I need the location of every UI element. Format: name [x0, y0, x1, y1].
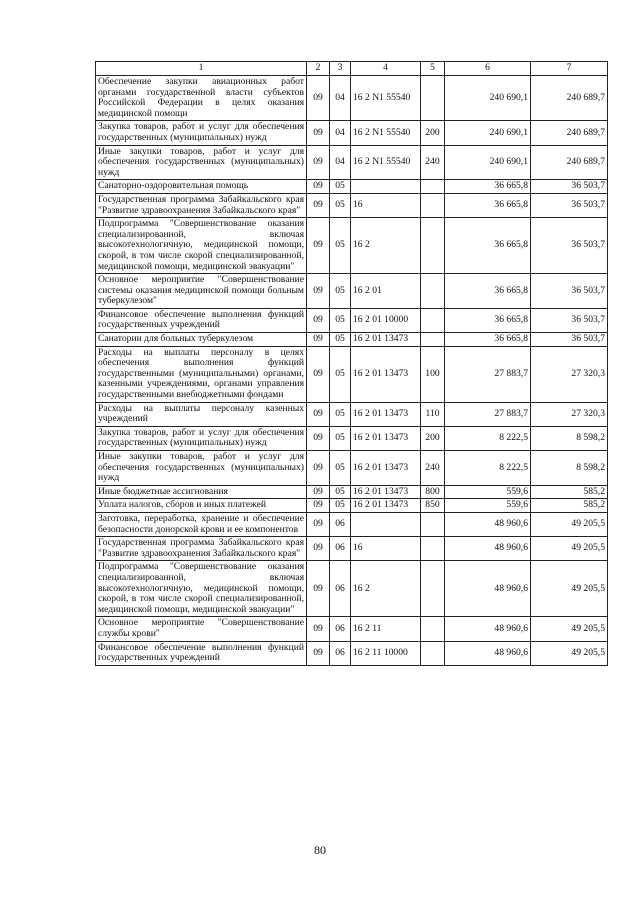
- table-row: [96, 617, 608, 641]
- header-cell: 1: [96, 62, 307, 76]
- subsection-cell: 04: [330, 76, 351, 121]
- section-cell: 09: [307, 218, 330, 274]
- amount-col7-cell: 8 598,2: [531, 451, 608, 486]
- amount-col7-cell: 240 689,7: [531, 145, 608, 180]
- subsection-cell: 05: [330, 426, 351, 450]
- header-cell: 6: [445, 62, 531, 76]
- amount-col6-cell: 48 960,6: [445, 537, 531, 561]
- subsection-cell: 05: [330, 193, 351, 217]
- expense-type-cell: [421, 308, 445, 332]
- subsection-cell: 05: [330, 218, 351, 274]
- row-name-cell: Основное мероприятие "Совершенствование системы оказания медицинской помощи больным туберкулезом": [96, 274, 307, 309]
- amount-col7-cell: 8 598,2: [531, 426, 608, 450]
- expense-type-cell: [421, 218, 445, 274]
- expense-type-cell: 200: [421, 426, 445, 450]
- section-cell: 09: [307, 402, 330, 426]
- subsection-cell: 06: [330, 561, 351, 617]
- expense-type-cell: 100: [421, 346, 445, 402]
- target-article-cell: 16 2 01 13473: [351, 426, 421, 450]
- amount-col7-cell: 49 205,5: [531, 512, 608, 536]
- header-cell: 5: [421, 62, 445, 76]
- target-article-cell: 16 2 01 10000: [351, 308, 421, 332]
- amount-col7-cell: 36 503,7: [531, 333, 608, 347]
- amount-col6-cell: 240 690,1: [445, 145, 531, 180]
- target-article-cell: 16 2 N1 55540: [351, 76, 421, 121]
- subsection-cell: 06: [330, 512, 351, 536]
- section-cell: 09: [307, 121, 330, 145]
- amount-col6-cell: 36 665,8: [445, 274, 531, 309]
- expense-type-cell: 110: [421, 402, 445, 426]
- target-article-cell: 16 2: [351, 561, 421, 617]
- target-article-cell: 16 2 N1 55540: [351, 121, 421, 145]
- section-cell: 09: [307, 512, 330, 536]
- amount-col6-cell: 36 665,8: [445, 333, 531, 347]
- section-cell: 09: [307, 346, 330, 402]
- subsection-cell: 06: [330, 617, 351, 641]
- table-row: [96, 499, 608, 513]
- row-name-cell: Финансовое обеспечение выполнения функций государственных учреждений: [96, 308, 307, 332]
- table-row: [96, 193, 608, 217]
- section-cell: 09: [307, 426, 330, 450]
- header-cell: 2: [307, 62, 330, 76]
- target-article-cell: 16 2 01: [351, 274, 421, 309]
- amount-col7-cell: 49 205,5: [531, 617, 608, 641]
- amount-col6-cell: 36 665,8: [445, 308, 531, 332]
- target-article-cell: 16 2 01 13473: [351, 499, 421, 513]
- amount-col6-cell: 48 960,6: [445, 641, 531, 665]
- table-body: [96, 76, 608, 666]
- amount-col6-cell: 48 960,6: [445, 561, 531, 617]
- subsection-cell: 05: [330, 451, 351, 486]
- table-row: [96, 218, 608, 274]
- amount-col6-cell: 27 883,7: [445, 346, 531, 402]
- budget-table: [95, 61, 608, 666]
- row-name-cell: Подпрограмма "Совершенствование оказания специализированной, включая высокотехнологичную, медицинской помощи, скорой, в том числе скорой специализированной, медицинской помощи, медицинской эвакуации": [96, 218, 307, 274]
- expense-type-cell: 240: [421, 451, 445, 486]
- amount-col6-cell: 559,6: [445, 499, 531, 513]
- amount-col7-cell: 36 503,7: [531, 274, 608, 309]
- amount-col6-cell: 8 222,5: [445, 426, 531, 450]
- amount-col7-cell: 585,2: [531, 499, 608, 513]
- target-article-cell: 16 2 01 13473: [351, 451, 421, 486]
- section-cell: 09: [307, 641, 330, 665]
- amount-col7-cell: 36 503,7: [531, 308, 608, 332]
- target-article-cell: 16 2 11 10000: [351, 641, 421, 665]
- amount-col7-cell: 49 205,5: [531, 537, 608, 561]
- amount-col6-cell: 36 665,8: [445, 180, 531, 194]
- table-row: [96, 308, 608, 332]
- section-cell: 09: [307, 193, 330, 217]
- amount-col6-cell: 36 665,8: [445, 193, 531, 217]
- subsection-cell: 05: [330, 402, 351, 426]
- section-cell: 09: [307, 537, 330, 561]
- amount-col7-cell: 49 205,5: [531, 641, 608, 665]
- row-name-cell: Иные закупки товаров, работ и услуг для обеспечения государственных (муниципальных) нужд: [96, 451, 307, 486]
- page-number: 80: [314, 843, 326, 857]
- target-article-cell: 16 2 01 13473: [351, 485, 421, 499]
- section-cell: 09: [307, 617, 330, 641]
- row-name-cell: Государственная программа Забайкальского края "Развитие здравоохранения Забайкальского края": [96, 537, 307, 561]
- target-article-cell: 16: [351, 537, 421, 561]
- subsection-cell: 05: [330, 499, 351, 513]
- target-article-cell: 16 2: [351, 218, 421, 274]
- table-row: [96, 180, 608, 194]
- subsection-cell: 04: [330, 145, 351, 180]
- amount-col6-cell: 240 690,1: [445, 121, 531, 145]
- amount-col7-cell: 240 689,7: [531, 76, 608, 121]
- amount-col7-cell: 27 320,3: [531, 346, 608, 402]
- expense-type-cell: [421, 512, 445, 536]
- target-article-cell: 16 2 N1 55540: [351, 145, 421, 180]
- amount-col6-cell: 48 960,6: [445, 617, 531, 641]
- section-cell: 09: [307, 274, 330, 309]
- subsection-cell: 04: [330, 121, 351, 145]
- table-row: [96, 426, 608, 450]
- amount-col7-cell: 49 205,5: [531, 561, 608, 617]
- row-name-cell: Основное мероприятие "Совершенствование службы крови": [96, 617, 307, 641]
- table-row: [96, 333, 608, 347]
- amount-col6-cell: 559,6: [445, 485, 531, 499]
- expense-type-cell: [421, 180, 445, 194]
- amount-col6-cell: 36 665,8: [445, 218, 531, 274]
- expense-type-cell: [421, 274, 445, 309]
- section-cell: 09: [307, 180, 330, 194]
- subsection-cell: 06: [330, 537, 351, 561]
- section-cell: 09: [307, 499, 330, 513]
- row-name-cell: Государственная программа Забайкальского края "Развитие здравоохранения Забайкальского края": [96, 193, 307, 217]
- amount-col7-cell: 240 689,7: [531, 121, 608, 145]
- target-article-cell: [351, 512, 421, 536]
- table-row: [96, 274, 608, 309]
- row-name-cell: Уплата налогов, сборов и иных платежей: [96, 499, 307, 513]
- expense-type-cell: [421, 561, 445, 617]
- amount-col6-cell: 8 222,5: [445, 451, 531, 486]
- expense-type-cell: 200: [421, 121, 445, 145]
- row-name-cell: Санаторно-оздоровительная помощь: [96, 180, 307, 194]
- target-article-cell: 16 2 01 13473: [351, 402, 421, 426]
- target-article-cell: 16: [351, 193, 421, 217]
- header-cell: 7: [531, 62, 608, 76]
- row-name-cell: Финансовое обеспечение выполнения функций государственных учреждений: [96, 641, 307, 665]
- expense-type-cell: 850: [421, 499, 445, 513]
- expense-type-cell: [421, 641, 445, 665]
- table-row: [96, 121, 608, 145]
- table-row: [96, 537, 608, 561]
- section-cell: 09: [307, 485, 330, 499]
- expense-type-cell: [421, 193, 445, 217]
- row-name-cell: Иные закупки товаров, работ и услуг для обеспечения государственных (муниципальных) нужд: [96, 145, 307, 180]
- row-name-cell: Закупка товаров, работ и услуг для обеспечения государственных (муниципальных) нужд: [96, 426, 307, 450]
- section-cell: 09: [307, 333, 330, 347]
- subsection-cell: 05: [330, 485, 351, 499]
- target-article-cell: [351, 180, 421, 194]
- subsection-cell: 05: [330, 180, 351, 194]
- subsection-cell: 05: [330, 308, 351, 332]
- expense-type-cell: 240: [421, 145, 445, 180]
- table-row: [96, 402, 608, 426]
- header-cell: 4: [351, 62, 421, 76]
- subsection-cell: 05: [330, 333, 351, 347]
- expense-type-cell: [421, 333, 445, 347]
- row-name-cell: Иные бюджетные ассигнования: [96, 485, 307, 499]
- amount-col6-cell: 48 960,6: [445, 512, 531, 536]
- row-name-cell: Подпрограмма "Совершенствование оказания специализированной, включая высокотехнологичную, медицинской помощи, скорой, в том числе скорой специализированной, медицинской помощи, медицинской эвакуации": [96, 561, 307, 617]
- table-row: [96, 561, 608, 617]
- expense-type-cell: [421, 76, 445, 121]
- section-cell: 09: [307, 308, 330, 332]
- table-row: [96, 512, 608, 536]
- table-row: [96, 451, 608, 486]
- amount-col7-cell: 36 503,7: [531, 193, 608, 217]
- row-name-cell: Санатории для больных туберкулезом: [96, 333, 307, 347]
- expense-type-cell: [421, 537, 445, 561]
- target-article-cell: 16 2 11: [351, 617, 421, 641]
- subsection-cell: 05: [330, 274, 351, 309]
- header-row: [96, 62, 608, 76]
- amount-col7-cell: 36 503,7: [531, 180, 608, 194]
- section-cell: 09: [307, 561, 330, 617]
- row-name-cell: Заготовка, переработка, хранение и обеспечение безопасности донорской крови и ее компонентов: [96, 512, 307, 536]
- row-name-cell: Расходы на выплаты персоналу казенных учреждений: [96, 402, 307, 426]
- target-article-cell: 16 2 01 13473: [351, 333, 421, 347]
- table-row: [96, 641, 608, 665]
- expense-type-cell: [421, 617, 445, 641]
- expense-type-cell: 800: [421, 485, 445, 499]
- section-cell: 09: [307, 451, 330, 486]
- amount-col7-cell: 585,2: [531, 485, 608, 499]
- section-cell: 09: [307, 145, 330, 180]
- amount-col7-cell: 36 503,7: [531, 218, 608, 274]
- amount-col6-cell: 27 883,7: [445, 402, 531, 426]
- row-name-cell: Закупка товаров, работ и услуг для обеспечения государственных (муниципальных) нужд: [96, 121, 307, 145]
- amount-col6-cell: 240 690,1: [445, 76, 531, 121]
- table-row: [96, 76, 608, 121]
- table-row: [96, 485, 608, 499]
- row-name-cell: Обеспечение закупки авиационных работ органами государственной власти субъектов Российской Федерации в целях оказания медицинской помощи: [96, 76, 307, 121]
- row-name-cell: Расходы на выплаты персоналу в целях обеспечения выполнения функций государственными (муниципальными) органами, казенными учреждениями, органами управления государственными внебюджетными фондами: [96, 346, 307, 402]
- target-article-cell: 16 2 01 13473: [351, 346, 421, 402]
- subsection-cell: 06: [330, 641, 351, 665]
- amount-col7-cell: 27 320,3: [531, 402, 608, 426]
- header-cell: 3: [330, 62, 351, 76]
- subsection-cell: 05: [330, 346, 351, 402]
- table-row: [96, 145, 608, 180]
- table-row: [96, 346, 608, 402]
- section-cell: 09: [307, 76, 330, 121]
